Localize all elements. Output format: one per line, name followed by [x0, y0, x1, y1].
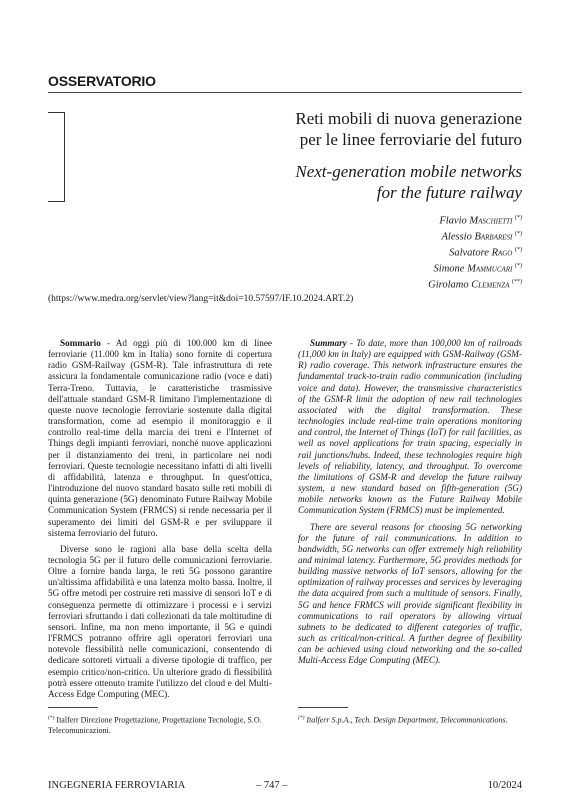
author: Alessio Barbaresi (*)	[441, 230, 522, 243]
title-english-line-2: for the future railway	[376, 183, 522, 202]
title-italian-line-2: per le linee ferroviarie del futuro	[299, 130, 522, 149]
author-list	[428, 212, 522, 292]
footnote-english: (*) Italferr S.p.A., Tech. Design Department, Telecommunications.	[298, 715, 508, 725]
doi-link[interactable]: (https://www.medra.org/servlet/view?lang=it&doi=10.57597/IF.10.2024.ART.2)	[48, 294, 354, 304]
summary-italian-paragraph-1: Sommario - Ad oggi più di 100.000 km di linee ferroviarie (11.000 km in Italia) sono fornite di copertura radio GSM-Railway (GSM-R). Tale infrastruttura di rete assicura la fondamentale comunicazione radio (voce e dati) Terra-Treno. Tuttavia, le caratteristiche trasmissive dell'attuale standard GSM-R limitano l'implementazione di queste nuove tecnologie ferroviarie sostenute dalla digital transformation, come ad esempio il monitoraggio e il controllo real-time della marcia dei treni e l'Internet of Things degli impianti ferroviari, nonché nuove applicazioni per il distanziamento dei treni, in particolare nei nodi ferroviari. Queste tecnologie necessitano infatti di alti livelli di affidabilità, latenza e throughput. In quest'ottica, l'introduzione del nuovo standard basato sulle reti mobili di quinta generazione (5G) denominato Future Railway Mobile Communication System (FRMCS) si rende necessaria per il superamento dei limiti del GSM-R e per sviluppare il sistema ferroviario del futuro.	[48, 338, 272, 538]
journal-name: INGEGNERIA FERROVIARIA	[48, 780, 186, 791]
summary-english-paragraph-1: Summary - To date, more than 100,000 km of railroads (11,000 km in Italy) are equipped with GSM-Railway (GSM-R) radio coverage. This network infrastructure ensures the fundamental track-to-train radio communication (including voice and data). However, the transmissive characteristics of the GSM-R limit the adoption of new rail technologies associated with the digital transformation. These technologies include real-time train operations monitoring and control, the Internet of Things (IoT) for rail facilities, as well as novel applications for train spacing, especially in rail junctions/hubs. Indeed, these technologies require high levels of reliability, latency, and throughput. To overcome the limitations of GSM-R and develop the future railway system, a new standard based on fifth-generation (5G) mobile networks known as the Future Railway Mobile Communication System (FRMCS) must be implemented.	[298, 338, 522, 516]
author: Salvatore Rago (*)	[449, 246, 522, 259]
footnote-rule	[298, 707, 348, 708]
header-rule	[48, 92, 522, 93]
page-number: – 747 –	[256, 780, 288, 791]
issue-number: 10/2024	[487, 780, 522, 791]
title-italian	[295, 108, 522, 150]
title-english-line-1: Next-generation mobile networks	[295, 162, 522, 181]
summary-italian	[48, 338, 272, 705]
author: Girolamo Clemenza (**)	[428, 278, 522, 291]
summary-italian-label: Sommario	[60, 338, 101, 348]
title-italian-line-1: Reti mobili di nuova generazione	[295, 109, 522, 128]
decorative-bracket	[48, 112, 65, 202]
author: Simone Mammucari (*)	[433, 262, 522, 275]
summary-english-label: Summary	[310, 338, 347, 348]
summary-english	[298, 338, 522, 672]
author: Flavio Maschietti (*)	[439, 215, 522, 227]
title-english	[295, 161, 522, 203]
footnote-italian: (*) Italferr Direzione Progettazione, Progettazione Tecnologie, S.O. Telecomunicazioni.	[48, 715, 262, 735]
summary-english-paragraph-2: There are several reasons for choosing 5G networking for the future of rail communications. In addition to bandwidth, 5G networks can offer extremely high reliability and minimal latency. Furthermore, 5G provides methods for building massive networks of IoT sensors, allowing for the optimization of railway processes and services by leveraging the data acquired from such a multitude of sensors. Finally, 5G and hence FRMCS will provide significant flexibility in communications to rail operators by allowing virtual subnets to be dedicated to different categories of traffic, such as critical/non-critical. A further degree of flexibility can be achieved using cloud networking and the so-called Multi-Access Edge Computing (MEC).	[298, 521, 522, 666]
summary-italian-paragraph-2: Diverse sono le ragioni alla base della scelta della tecnologia 5G per il futuro delle comunicazioni ferroviarie. Oltre a fornire banda larga, le reti 5G possono garantire un'altissima affidabilità e una latenza molto bassa. Inoltre, il 5G offre metodi per costruire reti massive di sensori IoT e di conseguenza permette di ottimizzare i processi e i servizi ferroviari sfruttando i dati collezionati da tale moltitudine di sensori. Infine, ma non meno importante, il 5G e quindi l'FRMCS potranno offrire agli operatori ferroviari una notevole flessibilità nelle comunicazioni, consentendo di dedicare sottoreti virtuali a diverse tipologie di traffico, per esempio critico/non-critico. Un ulteriore grado di flessibilità potrà essere ottenuto tramite l'utilizzo del cloud e del Multi-Access Edge Computing (MEC).	[48, 543, 272, 699]
section-header: OSSERVATORIO	[48, 73, 156, 89]
footnote-rule	[48, 707, 98, 708]
